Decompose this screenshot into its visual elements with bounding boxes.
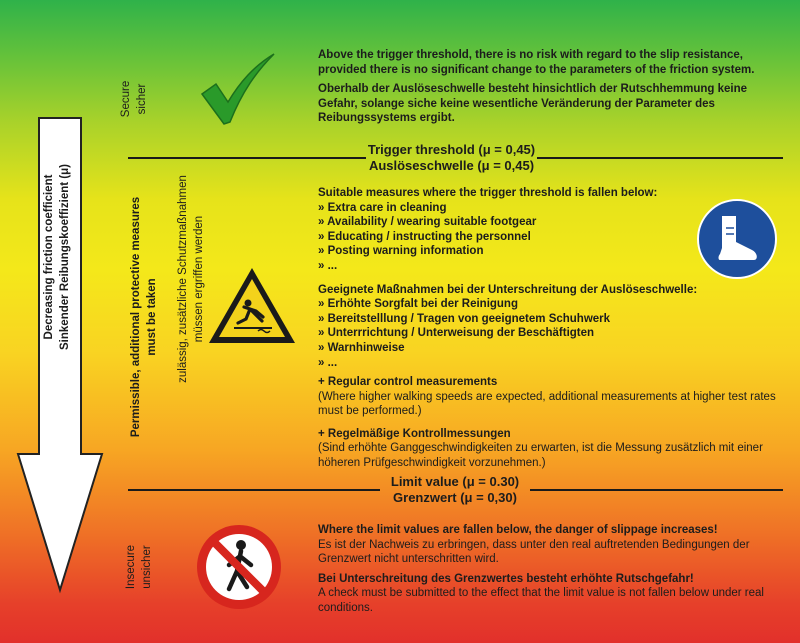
permissible-label-en [128,187,162,447]
measures-en-item: » Availability / wearing suitable footgear [318,216,537,229]
secure-text-en: Above the trigger threshold, there is no risk with regard to the slip resistance, provided there is no significant change to the parameters of the friction system. [318,49,755,76]
trigger-line-right [537,157,783,159]
secure-label [118,64,152,134]
measures-de-item: » Bereitstelllung / Tragen von geeignetem Schuhwerk [318,312,611,325]
measures-block [318,186,708,370]
measures-de-item: » Unterrrichtung / Unterweisung der Beschäftigten [318,327,595,340]
arrow-label [41,137,75,377]
check-mark-icon [196,50,278,132]
limit-line-left [128,489,380,491]
permissible-label-en-line2: must be taken [146,278,158,356]
measures-en-item: » Extra care in cleaning [318,201,447,214]
arrow-label-de: Sinkender Reibungskoeffizient (μ) [59,164,71,350]
secure-label-de: sicher [136,83,148,115]
limit-value-de: Grenzwert (μ = 0,30) [393,490,517,505]
insecure-block [318,523,780,616]
control-de-title: + Regelmäßige Kontrollmessungen [318,427,511,440]
trigger-threshold [366,142,537,174]
trigger-line-left [128,157,366,159]
measures-de-item: » Warnhinweise [318,341,405,354]
permissible-label-de-line2: müssen ergriffen werden [193,215,205,343]
arrow-label-en: Decreasing friction coefficient [43,174,55,340]
secure-text-de: Oberhalb der Auslöseschwelle besteht hinsichtlich der Rutschhemmung keine Gefahr, solange siche keine wesentliche Veränderung der Parameter des Reibungssystems ergibt. [318,83,748,125]
measures-de-item: » ... [318,356,338,369]
insecure-label-de: unsicher [141,545,153,589]
control-block [318,375,780,471]
measures-de-title: Geeignete Maßnahmen bei der Unterschreitung der Auslöseschwelle: [318,283,698,296]
insecure-label-en: Insecure [125,544,137,590]
insecure-text1-body: Es ist der Nachweis zu erbringen, dass unter den real auftretenden Bedingungen der Grenzwert nicht unterschritten wird. [318,538,750,566]
control-en-title: + Regular control measurements [318,376,498,388]
permissible-label-en-line1: Permissible, additional protective measures [130,196,142,438]
insecure-text2-body: A check must be submitted to the effect that the limit value is not fallen below under real conditions. [318,587,764,614]
control-en-text: (Where higher walking speeds are expected, additional measurements at higher test rates must be performed.) [318,390,776,418]
trigger-threshold-de: Auslöseschwelle (μ = 0,45) [368,158,535,173]
measures-en-item: » Educating / instructing the personnel [318,230,531,243]
secure-label-en: Secure [120,80,132,118]
insecure-text2-title: Bei Unterschreitung des Grenzwertes besteht erhöhte Rutschgefahr! [318,572,694,585]
slippery-warning-icon [206,265,298,347]
control-de-text: (Sind erhöhte Ganggeschwindigkeiten zu erwarten, ist die Messung zusätzlich mit einer höheren Prüfgeschwindigkeit vorzunehmen.) [318,442,763,469]
permissible-label-de-line1: zulässig, zusätzliche Schutzmaßnahmen [177,175,189,383]
trigger-threshold-en: Trigger threshold (μ = 0,45) [367,142,536,157]
insecure-label [123,527,157,607]
measures-en-title: Suitable measures where the trigger threshold is fallen below: [318,187,658,199]
limit-line-right [530,489,783,491]
safety-boot-icon [696,198,778,280]
measures-en-item: » Posting warning information [318,245,484,258]
insecure-text1-title: Where the limit values are fallen below, the danger of slippage increases! [318,524,718,536]
measures-en-item: » ... [318,259,338,272]
measures-de-item: » Erhöhte Sorgfalt bei der Reinigung [318,298,518,311]
no-pedestrian-icon [195,523,283,611]
limit-value [380,474,530,506]
permissible-label-de [175,149,209,409]
limit-value-en: Limit value (μ = 0.30) [390,474,520,489]
